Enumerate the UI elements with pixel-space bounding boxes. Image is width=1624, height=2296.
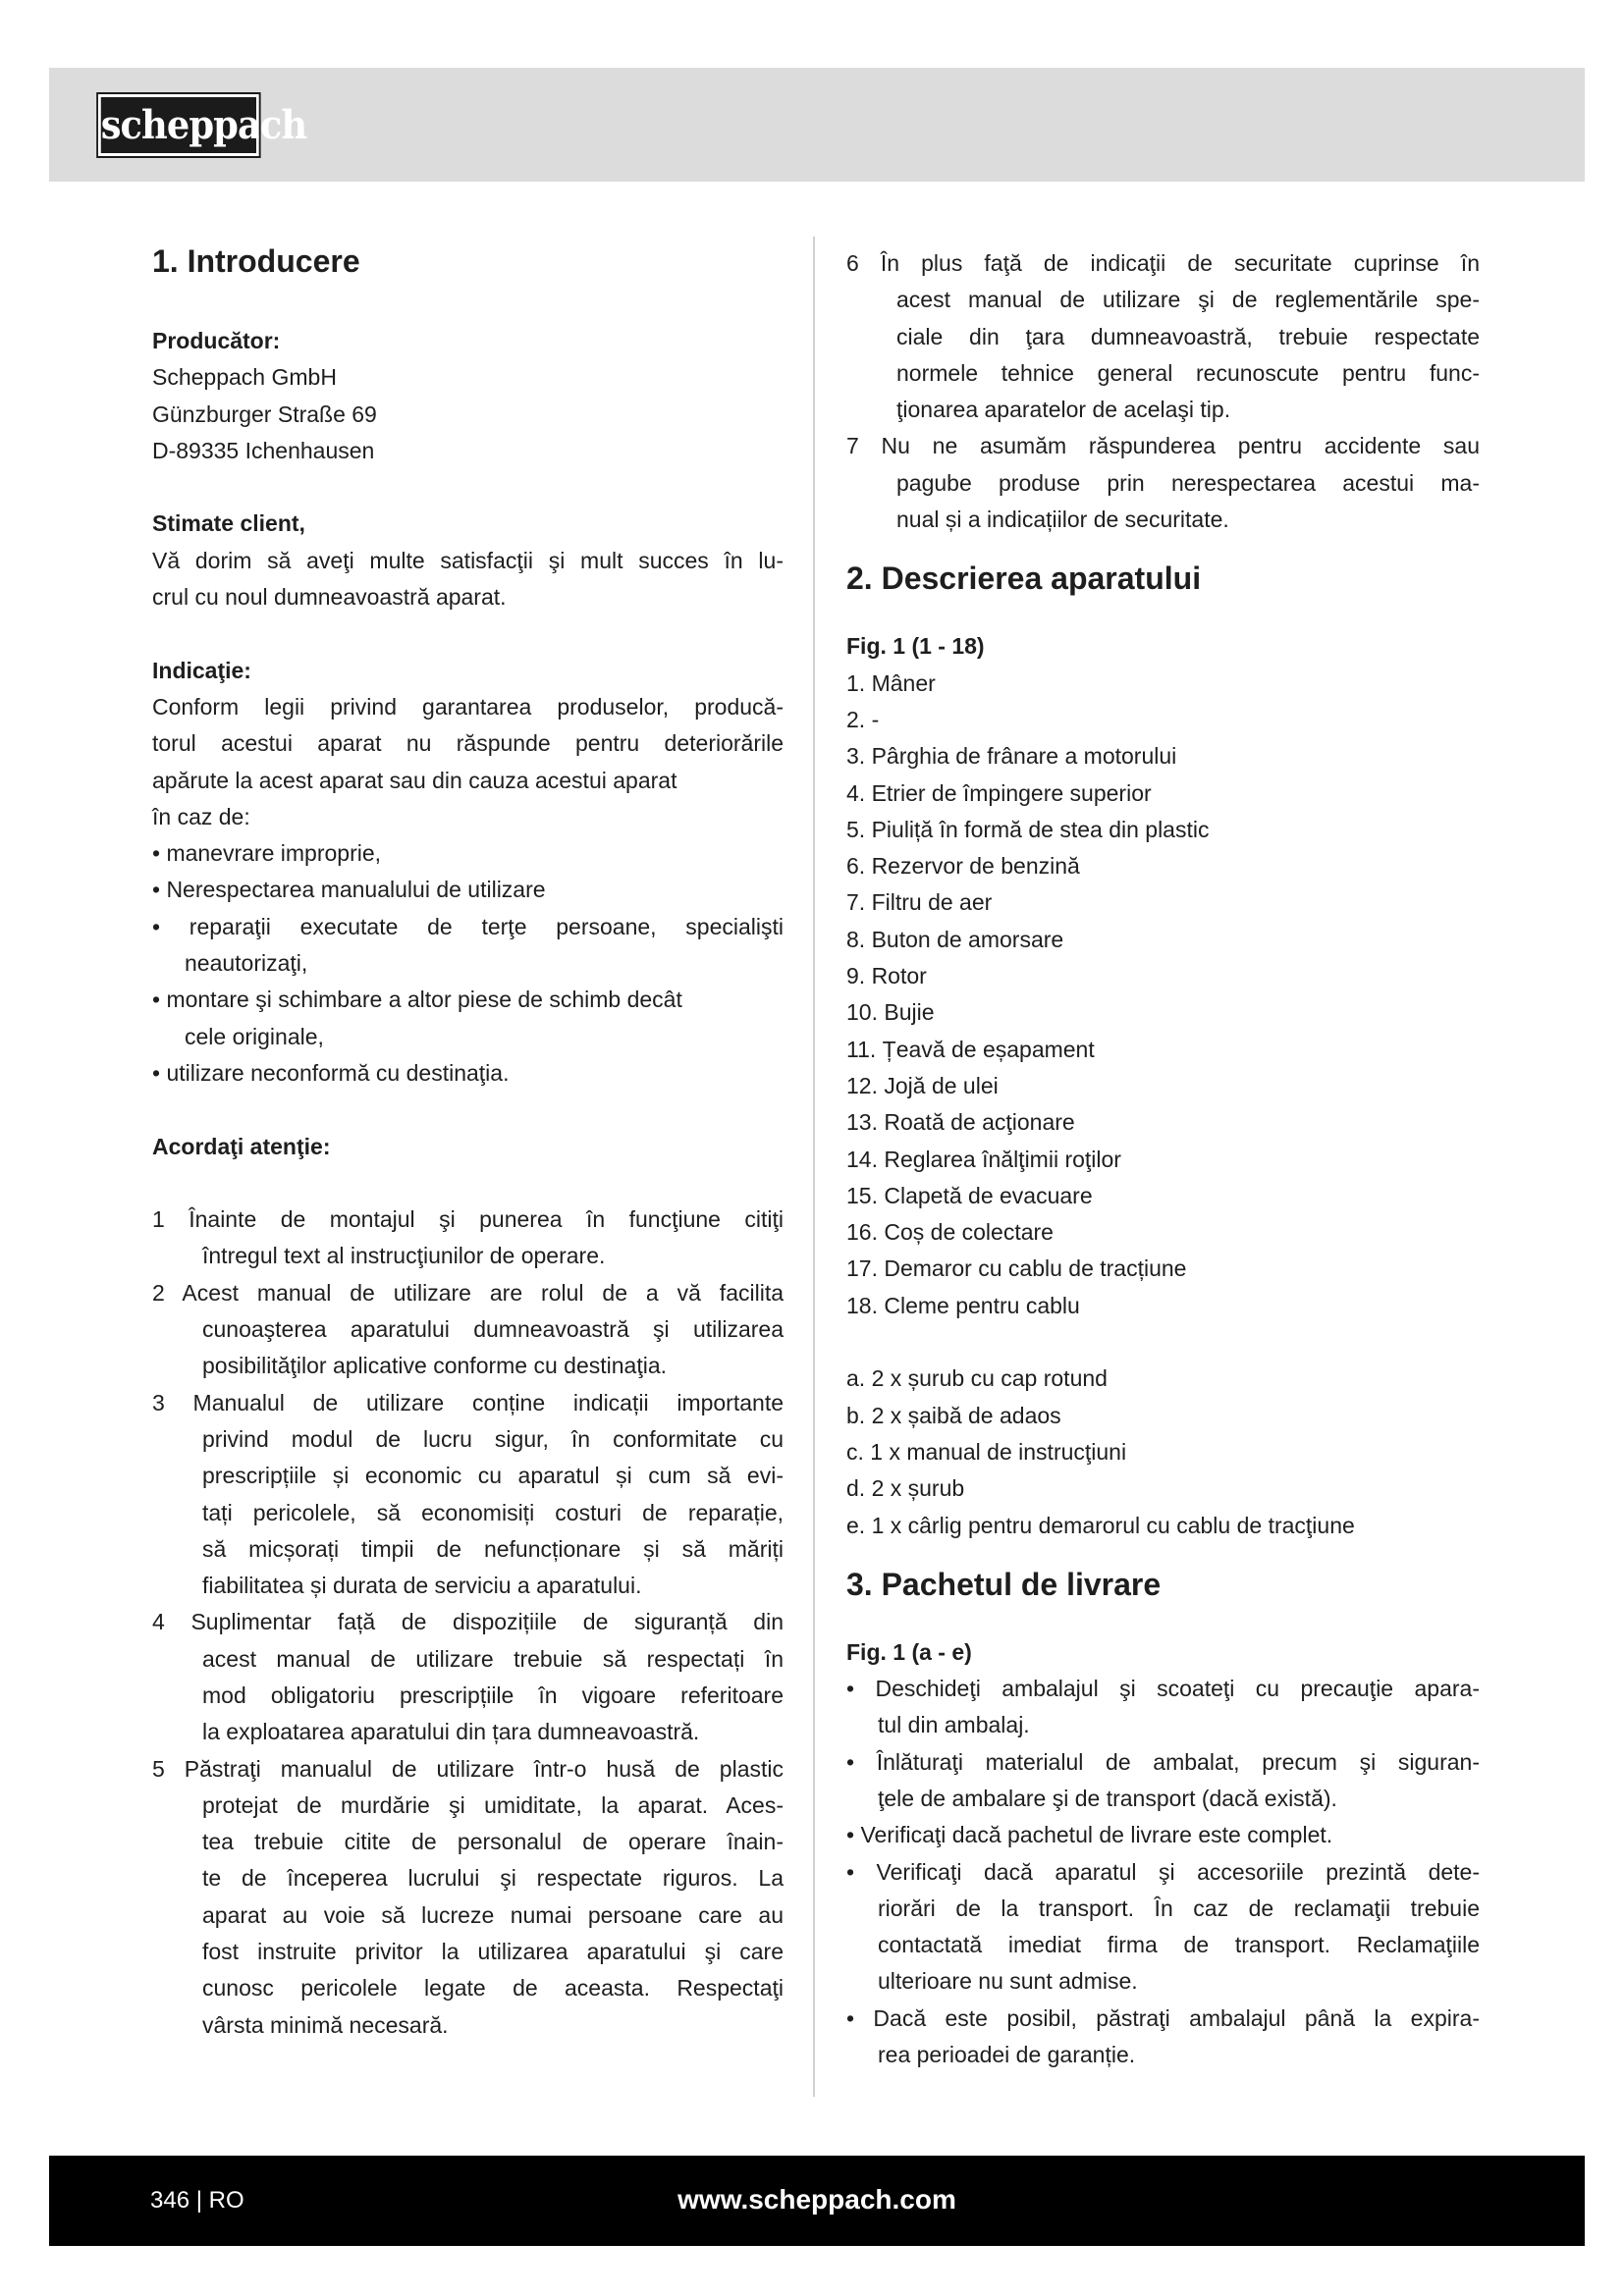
numbered-item: 6 În plus faţă de indicaţii de securitate cuprinse în xyxy=(846,250,1480,276)
numbered-item-continuation: privind modul de lucru sigur, în conformitate cu xyxy=(202,1425,784,1452)
accessory-item: c. 1 x manual de instrucţiuni xyxy=(846,1438,1127,1465)
numbered-item-continuation: întregul text al instrucţiunilor de operare. xyxy=(202,1243,606,1269)
part-item: 6. Rezervor de benzină xyxy=(846,853,1080,880)
accessory-item: a. 2 x șurub cu cap rotund xyxy=(846,1365,1108,1392)
numbered-item: 3 Manualul de utilizare conține indicații importante xyxy=(152,1389,784,1415)
part-item: 14. Reglarea înălţimii roţilor xyxy=(846,1146,1121,1172)
page-number: 346 | RO xyxy=(150,2187,244,2214)
numbered-item-continuation: cunosc pericolele legate de aceasta. Respectaţi xyxy=(202,1975,784,2002)
bullet-item: • Verificaţi dacă aparatul şi accesoriile prezintă dete- xyxy=(846,1858,1480,1885)
numbered-item-continuation: vârsta minimă necesară. xyxy=(202,2011,449,2038)
part-item: 1. Mâner xyxy=(846,669,936,696)
header-bar xyxy=(49,68,1585,182)
paragraph-line: apărute la acest aparat sau din cauza acestui aparat xyxy=(152,767,677,793)
part-item: 17. Demaror cu cablu de tracțiune xyxy=(846,1255,1187,1282)
bullet-item-continuation: cele originale, xyxy=(185,1023,324,1049)
bullet-item: • utilizare neconformă cu destinaţia. xyxy=(152,1059,510,1086)
fig-label: Fig. 1 (1 - 18) xyxy=(846,633,985,660)
website-link[interactable]: www.scheppach.com xyxy=(677,2184,956,2215)
part-item: 7. Filtru de aer xyxy=(846,889,993,916)
numbered-item-continuation: fost instruite privitor la utilizarea aparatului şi care xyxy=(202,1939,784,1965)
part-item: 15. Clapetă de evacuare xyxy=(846,1182,1093,1208)
part-item: 11. Țeavă de eșapament xyxy=(846,1036,1095,1062)
bullet-item-continuation: riorări de la transport. În caz de reclamaţii trebuie xyxy=(878,1895,1480,1921)
left-column xyxy=(152,236,784,2044)
numbered-item-continuation: mod obligatoriu prescripțiile în vigoare referitoare xyxy=(202,1682,784,1708)
numbered-item-continuation: tea trebuie citite de personalul de operare înain- xyxy=(202,1829,784,1855)
numbered-item-continuation: acest manual de utilizare şi de reglementările spe- xyxy=(896,287,1480,313)
numbered-item-continuation: pagube produse prin nerespectarea acestui ma- xyxy=(896,469,1480,496)
bullet-item: • manevrare improprie, xyxy=(152,840,382,867)
numbered-item-continuation: prescripțiile și economic cu aparatul și cum să evi- xyxy=(202,1463,784,1489)
bullet-item: • Deschideţi ambalajul şi scoateţi cu precauţie apara- xyxy=(846,1676,1480,1702)
numbered-item-continuation: normele tehnice general recunoscute pentru func- xyxy=(896,359,1480,386)
bullet-item-continuation: ţele de ambalare şi de transport (dacă există). xyxy=(878,1785,1337,1811)
accessory-item: b. 2 x șaibă de adaos xyxy=(846,1402,1061,1428)
paragraph-line: Vă dorim să aveţi multe satisfacţii şi mult succes în lu- xyxy=(152,547,784,573)
paragraph-line: Conform legii privind garantarea produselor, producă- xyxy=(152,693,784,720)
part-item: 16. Coș de colectare xyxy=(846,1219,1054,1246)
note-label: Indicaţie: xyxy=(152,657,251,683)
bullet-item-continuation: ulterioare nu sunt admise. xyxy=(878,1968,1138,1995)
bullet-item-continuation: contactată imediat firma de transport. Reclamaţiile xyxy=(878,1932,1480,1958)
section-title-pachetul: 3. Pachetul de livrare xyxy=(846,1566,1162,1602)
bullet-item: • Înlăturaţi materialul de ambalat, precum şi siguran- xyxy=(846,1748,1480,1775)
attention-label: Acordaţi atenţie: xyxy=(152,1133,331,1159)
numbered-item-continuation: posibilităţilor aplicative conforme cu destinaţia. xyxy=(202,1353,668,1379)
numbered-item-continuation: fiabilitatea și durata de serviciu a aparatului. xyxy=(202,1573,642,1599)
numbered-item-continuation: nual și a indicațiilor de securitate. xyxy=(896,507,1229,533)
numbered-item: 1 Înainte de montajul şi punerea în funcţiune citiţi xyxy=(152,1206,784,1233)
numbered-item: 7 Nu ne asumăm răspunderea pentru accidente sau xyxy=(846,433,1480,459)
part-item: 4. Etrier de împingere superior xyxy=(846,779,1152,806)
numbered-item: 4 Suplimentar față de dispozițiile de siguranță din xyxy=(152,1609,784,1635)
numbered-item-continuation: acest manual de utilizare trebuie să respectați în xyxy=(202,1645,784,1672)
column-divider xyxy=(813,237,815,2097)
numbered-item-continuation: să micșorați timpii de nefuncționare și să măriți xyxy=(202,1535,784,1562)
manufacturer-label: Producător: xyxy=(152,328,281,353)
right-column xyxy=(846,245,1480,2073)
paragraph-line: crul cu noul dumneavoastră aparat. xyxy=(152,584,507,611)
bullet-item-continuation: rea perioadei de garanție. xyxy=(878,2042,1136,2068)
numbered-item-continuation: ţionarea aparatelor de acelaşi tip. xyxy=(896,397,1231,423)
part-item: 3. Pârghia de frânare a motorului xyxy=(846,743,1177,770)
part-item: 2. - xyxy=(846,706,880,732)
accessory-item: e. 1 x cârlig pentru demarorul cu cablu de tracţiune xyxy=(846,1512,1355,1538)
numbered-item-continuation: aparat au voie să lucreze numai persoane care au xyxy=(202,1901,784,1928)
bullet-item: • Verificaţi dacă pachetul de livrare este complet. xyxy=(846,1822,1333,1848)
footer-bar xyxy=(49,2156,1585,2246)
fig-label: Fig. 1 (a - e) xyxy=(846,1638,972,1665)
bullet-item: • montare şi schimbare a altor piese de schimb decât xyxy=(152,987,682,1013)
bullet-item-continuation: neautorizaţi, xyxy=(185,950,308,977)
manufacturer-line: Scheppach GmbH xyxy=(152,364,337,391)
paragraph-line: în caz de: xyxy=(152,803,250,829)
accessory-item: d. 2 x șurub xyxy=(846,1475,965,1502)
part-item: 12. Jojă de ulei xyxy=(846,1072,999,1098)
dear-customer-label: Stimate client, xyxy=(152,510,305,537)
section-title-introducere: 1. Introducere xyxy=(152,243,360,279)
part-item: 9. Rotor xyxy=(846,963,927,989)
numbered-item-continuation: cunoaşterea aparatului dumneavoastră şi utilizarea xyxy=(202,1316,784,1343)
numbered-item: 2 Acest manual de utilizare are rolul de a vă facilita xyxy=(152,1279,784,1306)
part-item: 18. Cleme pentru cablu xyxy=(846,1292,1080,1318)
manufacturer-line: D-89335 Ichenhausen xyxy=(152,437,375,463)
numbered-item: 5 Păstraţi manualul de utilizare într-o husă de plastic xyxy=(152,1755,784,1782)
manufacturer-line: Günzburger Straße 69 xyxy=(152,400,377,427)
numbered-item-continuation: tați pericolele, să economisiți costuri de reparație, xyxy=(202,1499,784,1525)
numbered-item-continuation: ciale din ţara dumneavoastră, trebuie respectate xyxy=(896,323,1480,349)
numbered-item-continuation: te de începerea lucrului şi respectate riguros. La xyxy=(202,1865,784,1892)
bullet-item: • Dacă este posibil, păstraţi ambalajul până la expira- xyxy=(846,2004,1480,2031)
part-item: 10. Bujie xyxy=(846,999,935,1026)
numbered-item-continuation: protejat de murdărie şi umiditate, la aparat. Aces- xyxy=(202,1791,784,1818)
bullet-item: • Nerespectarea manualului de utilizare xyxy=(152,877,546,903)
bullet-item-continuation: tul din ambalaj. xyxy=(878,1712,1030,1738)
part-item: 8. Buton de amorsare xyxy=(846,926,1064,952)
part-item: 5. Piuliță în formă de stea din plastic xyxy=(846,816,1210,842)
paragraph-line: torul acestui aparat nu răspunde pentru deteriorările xyxy=(152,730,784,757)
section-title-descrierea: 2. Descrierea aparatului xyxy=(846,561,1202,597)
bullet-item: • reparaţii executate de terţe persoane, specialişti xyxy=(152,913,784,939)
numbered-item-continuation: la exploatarea aparatului din țara dumneavoastră. xyxy=(202,1719,700,1745)
part-item: 13. Roată de acţionare xyxy=(846,1109,1075,1136)
scheppach-logo: scheppach xyxy=(98,94,259,156)
